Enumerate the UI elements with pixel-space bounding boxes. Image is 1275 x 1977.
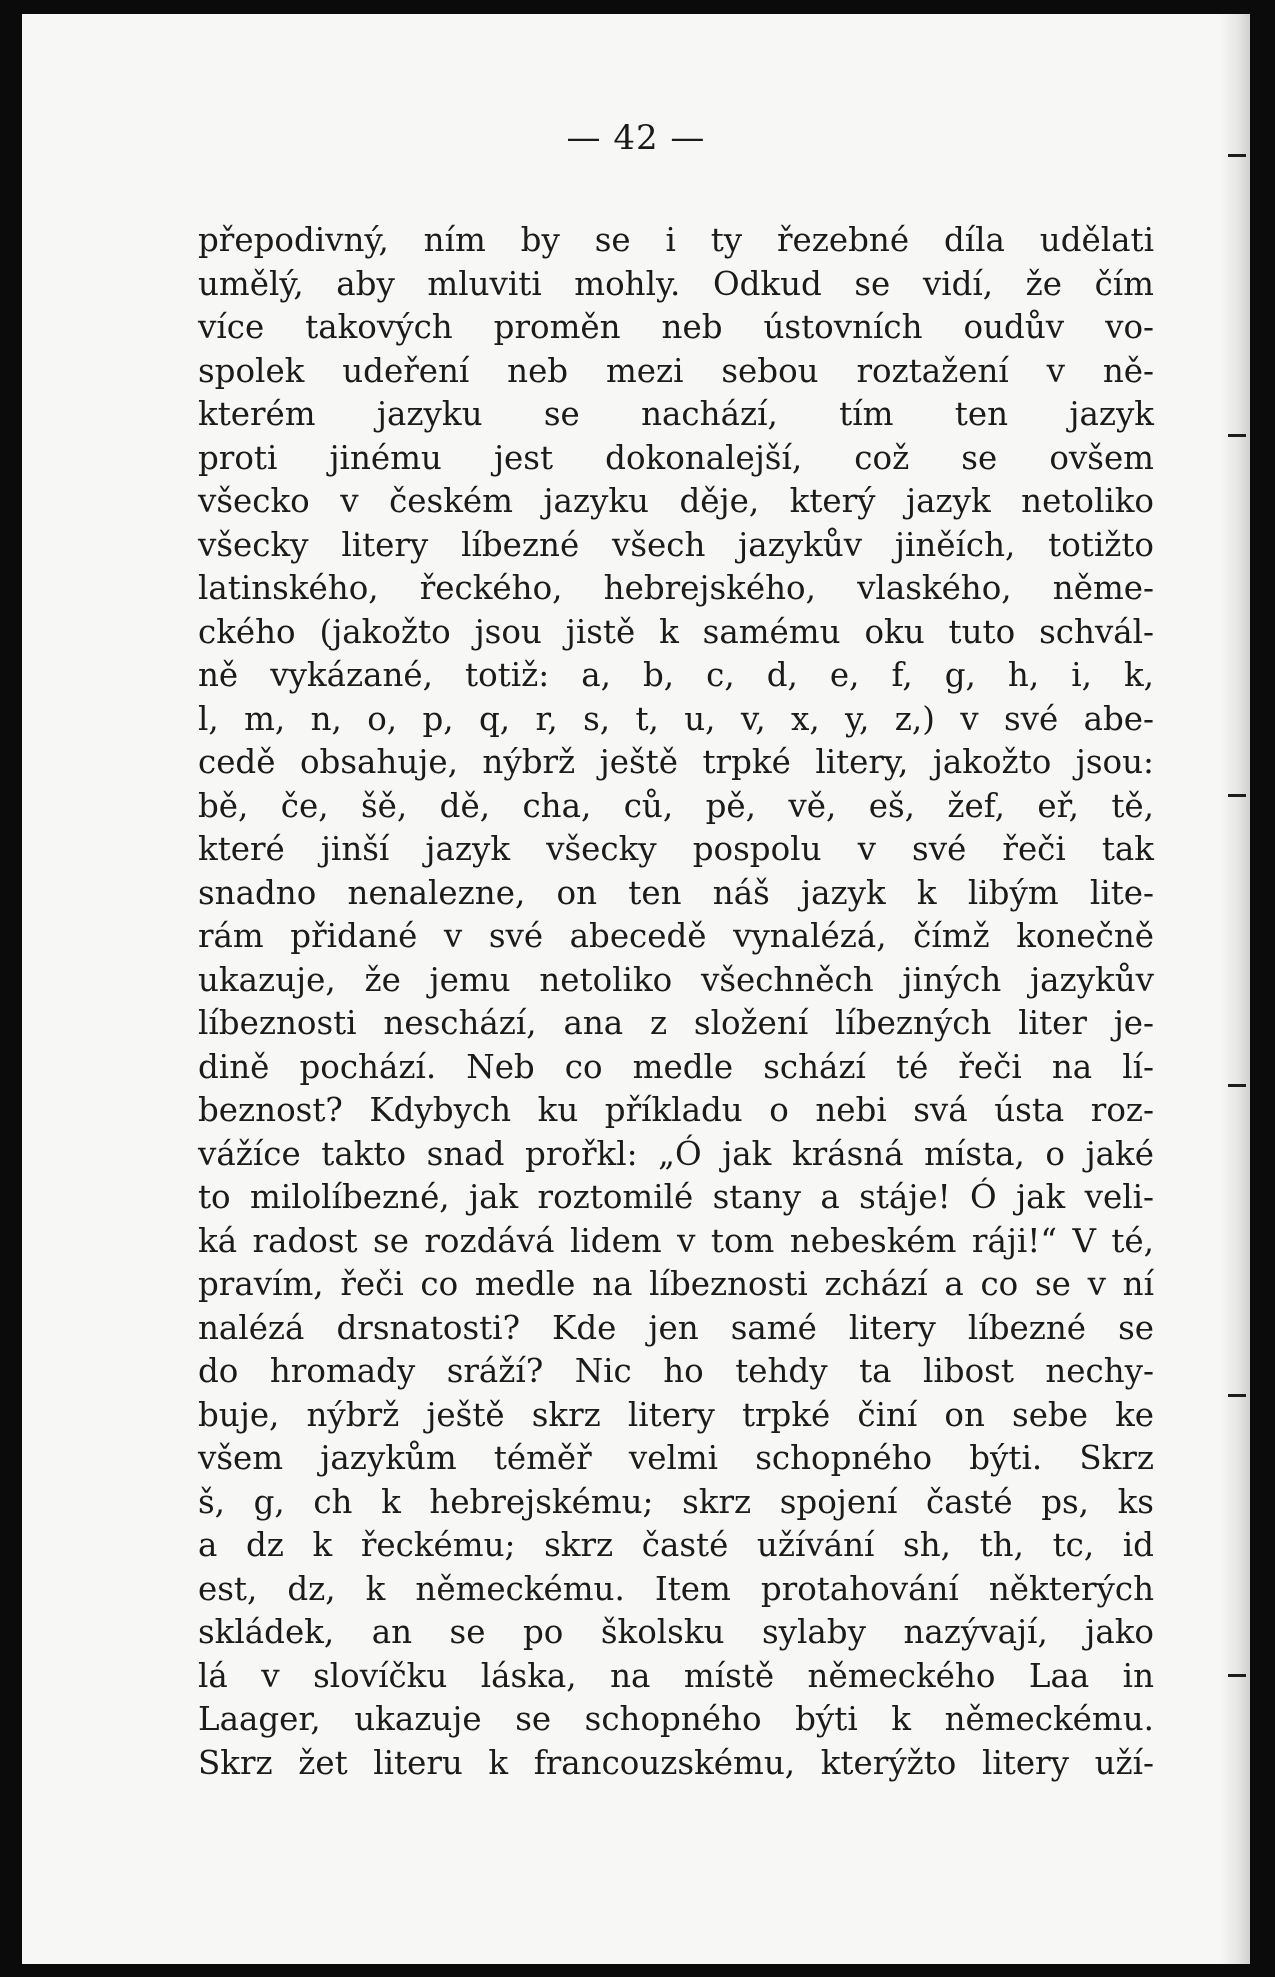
text-line: kterém jazyku se nachází, tím ten jazyk (198, 395, 1154, 433)
page-edge (1220, 14, 1250, 1964)
text-line: bě, če, šě, dě, cha, ců, pě, vě, eš, žef, eř, tě, (198, 786, 1154, 825)
text-line: cedě obsahuje, nýbrž ještě trpké litery, jakožto jsou: (198, 743, 1154, 781)
text-line: umělý, aby mluviti mohly. Odkud se vidí, že čím (198, 264, 1154, 303)
text-line: skládek, an se po školsku sylaby nazývají, jako (198, 1613, 1154, 1651)
edge-mark (1228, 1084, 1246, 1087)
text-line: ckého (jakožto jsou jistě k samému oku tuto schvál- (198, 612, 1154, 651)
text-line: Laager, ukazuje se schopného býti k německému. (198, 1700, 1154, 1738)
text-line: více takových proměn neb ústovních oudův vo- (198, 308, 1154, 346)
edge-mark (1228, 1674, 1246, 1677)
text-line: to milolíbezné, jak roztomilé stany a stáje! Ó jak veli- (198, 1178, 1154, 1216)
text-line: pravím, řeči co medle na líbeznosti zchází a co se v ní (198, 1265, 1154, 1303)
text-line: které jinší jazyk všecky pospolu v své řeči tak (198, 830, 1154, 868)
text-line: líbeznosti neschází, ana z složení líbezných liter je- (198, 1004, 1154, 1042)
text-line: do hromady sráží? Nic ho tehdy ta libost nechy- (198, 1352, 1154, 1390)
text-line: š, g, ch k hebrejskému; skrz spojení časté ps, ks (198, 1482, 1154, 1521)
text-line: a dz k řeckému; skrz časté užívání sh, th, tc, id (198, 1526, 1154, 1564)
text-line: všecko v českém jazyku děje, který jazyk netoliko (198, 482, 1154, 520)
text-line: snadno nenalezne, on ten náš jazyk k libým lite- (198, 873, 1154, 912)
text-line: Skrz žet literu k francouzskému, kterýžto litery uží- (198, 1743, 1154, 1782)
text-line: všem jazykům téměř velmi schopného býti. Skrz (198, 1439, 1154, 1477)
edge-mark (1228, 794, 1246, 797)
book-page (22, 14, 1250, 1964)
edge-mark (1228, 1394, 1246, 1397)
body-text (198, 219, 1154, 1785)
page-number: — 42 — (566, 118, 706, 158)
text-line: dině pochází. Neb co medle schází té řeči na lí- (198, 1047, 1154, 1086)
text-line: přepodivný, ním by se i ty řezebné díla udělati (198, 221, 1154, 259)
text-line: buje, nýbrž ještě skrz litery trpké činí on sebe ke (198, 1395, 1154, 1434)
text-line: všecky litery líbezné všech jazykův jiněích, totižto (198, 525, 1154, 564)
text-line: l, m, n, o, p, q, r, s, t, u, v, x, y, z,) v své abe- (198, 699, 1154, 738)
text-line: beznost? Kdybych ku příkladu o nebi svá ústa roz- (198, 1091, 1154, 1129)
text-line: rám přidané v své abecedě vynalézá, čímž konečně (198, 917, 1154, 955)
text-line: ně vykázané, totiž: a, b, c, d, e, f, g, h, i, k, (198, 656, 1154, 694)
text-line: nalézá drsnatosti? Kde jen samé litery líbezné se (198, 1308, 1154, 1347)
text-line: spolek udeření neb mezi sebou roztažení v ně- (198, 351, 1154, 390)
text-line: lá v slovíčku láska, na místě německého Laa in (198, 1656, 1154, 1695)
text-line: vážíce takto snad prořkl: „Ó jak krásná místa, o jaké (198, 1134, 1154, 1173)
text-line: latinského, řeckého, hebrejského, vlaského, něme- (198, 569, 1154, 607)
text-line: ukazuje, že jemu netoliko všechněch jiných jazykův (198, 960, 1154, 999)
text-line: ká radost se rozdává lidem v tom nebeském ráji!“ V té, (198, 1221, 1154, 1260)
text-line: est, dz, k německému. Item protahování některých (198, 1569, 1154, 1608)
text-line: proti jinému jest dokonalejší, což se ovšem (198, 438, 1154, 477)
edge-mark (1228, 434, 1246, 437)
